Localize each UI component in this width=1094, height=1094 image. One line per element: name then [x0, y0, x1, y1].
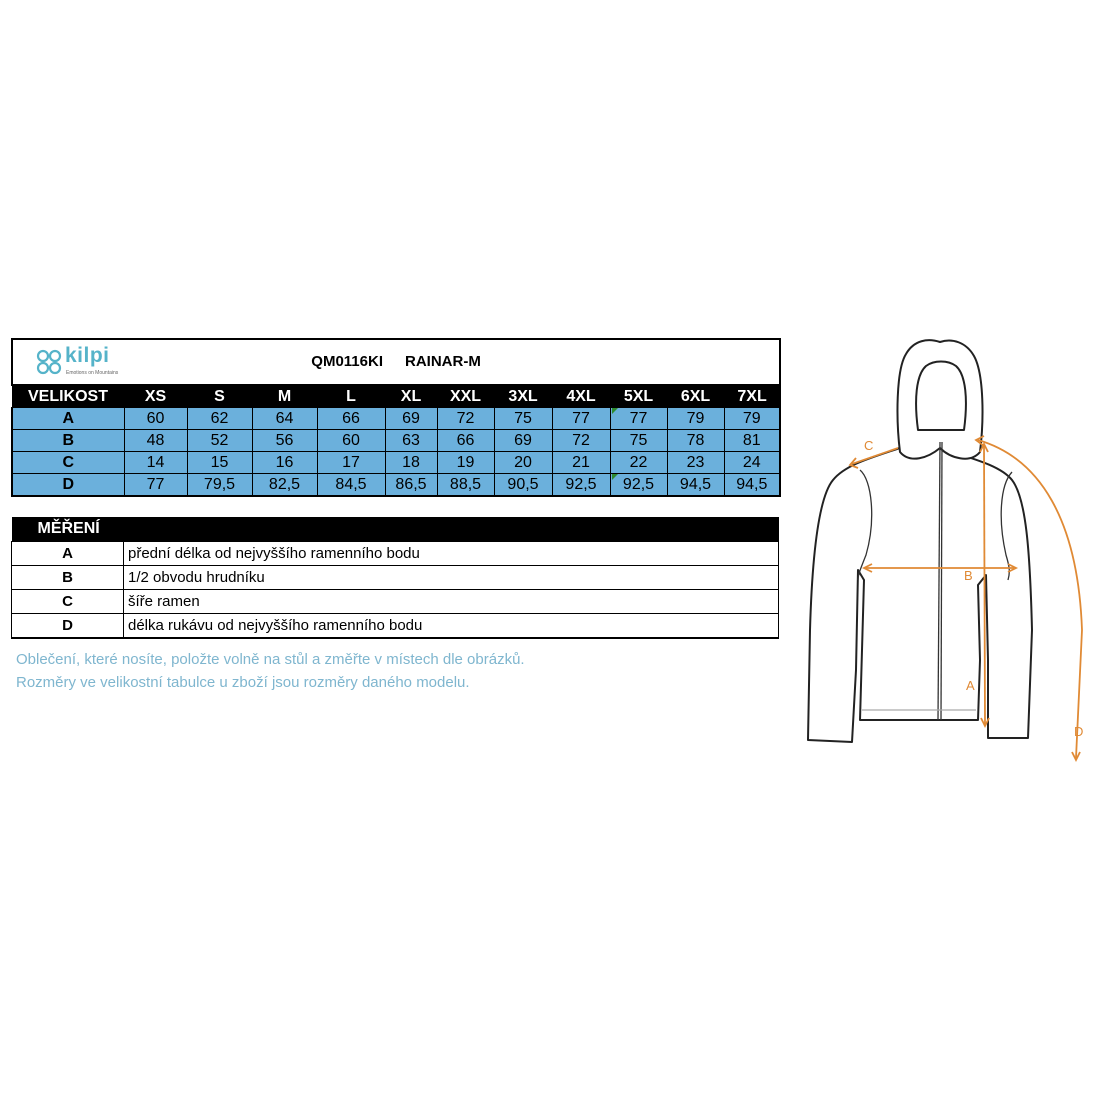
table-cell: 19 [437, 452, 494, 474]
table-cell: 15 [187, 452, 252, 474]
table-cell: 77 [552, 408, 610, 430]
table-cell: 48 [124, 430, 187, 452]
label-a: A [966, 678, 975, 693]
brand-tagline: Emotions on Mountains [66, 370, 119, 376]
table-title-row [12, 339, 780, 385]
size-header-cell: 5XL [610, 385, 667, 408]
table-cell: 72 [552, 430, 610, 452]
table-cell: 77 [124, 474, 187, 497]
cell-value: 92,5 [622, 475, 655, 493]
cell-value: 77 [629, 409, 648, 427]
size-table [11, 338, 781, 497]
comment-marker [612, 474, 618, 480]
note-line: Oblečení, které nosíte, položte volně na stůl a změřte v místech dle obrázků. [16, 651, 525, 668]
table-cell: 23 [667, 452, 724, 474]
product-code: QM0116KI [311, 353, 383, 370]
comment-marker [612, 408, 618, 414]
table-cell: 78 [667, 430, 724, 452]
table-cell: 60 [317, 430, 385, 452]
measurement-header-row [12, 517, 779, 542]
size-header-cell: M [252, 385, 317, 408]
table-cell: 69 [494, 430, 552, 452]
table-row [12, 474, 780, 497]
product-title [13, 353, 779, 370]
table-cell: 22 [610, 452, 667, 474]
size-header-row [12, 385, 780, 408]
table-cell: 92,5 [552, 474, 610, 497]
table-row [12, 408, 780, 430]
table-cell: 63 [385, 430, 437, 452]
jacket-outline [808, 340, 1032, 742]
row-label: C [12, 590, 124, 614]
table-cell: 17 [317, 452, 385, 474]
table-cell: 16 [252, 452, 317, 474]
table-row [12, 590, 779, 614]
label-b: B [964, 568, 973, 583]
row-label: B [12, 430, 124, 452]
size-header-cell: S [187, 385, 252, 408]
label-c: C [864, 438, 874, 453]
table-cell: 86,5 [385, 474, 437, 497]
table-row [12, 452, 780, 474]
size-header-cell: XXL [437, 385, 494, 408]
measurement-table [11, 517, 779, 639]
table-cell: 75 [494, 408, 552, 430]
table-cell: 79,5 [187, 474, 252, 497]
table-cell: 56 [252, 430, 317, 452]
table-row [12, 430, 780, 452]
table-cell: 66 [437, 430, 494, 452]
measurement-description: 1/2 obvodu hrudníku [124, 566, 779, 590]
size-header-cell: 4XL [552, 385, 610, 408]
row-label: B [12, 566, 124, 590]
table-cell: 60 [124, 408, 187, 430]
row-label: C [12, 452, 124, 474]
table-row [12, 542, 779, 566]
measurement-description: délka rukávu od nejvyššího ramenního bodu [124, 614, 779, 639]
table-cell: 90,5 [494, 474, 552, 497]
table-cell: 72 [437, 408, 494, 430]
table-cell: 79 [724, 408, 780, 430]
table-cell: 75 [610, 430, 667, 452]
measurement-description: šíře ramen [124, 590, 779, 614]
note-line: Rozměry ve velikostní tabulce u zboží jsou rozměry daného modelu. [16, 674, 470, 691]
size-header-cell: 7XL [724, 385, 780, 408]
table-cell [610, 474, 667, 497]
table-cell: 20 [494, 452, 552, 474]
table-cell: 52 [187, 430, 252, 452]
row-label: D [12, 614, 124, 639]
measurement-description: přední délka od nejvyššího ramenního bodu [124, 542, 779, 566]
table-cell: 14 [124, 452, 187, 474]
table-row [12, 566, 779, 590]
row-label: D [12, 474, 124, 497]
table-cell: 94,5 [724, 474, 780, 497]
size-header-cell: XL [385, 385, 437, 408]
table-cell: 88,5 [437, 474, 494, 497]
table-cell: 84,5 [317, 474, 385, 497]
jacket-measurement-diagram [800, 330, 1094, 770]
table-cell: 82,5 [252, 474, 317, 497]
measurement-header: MĚŘENÍ [12, 517, 124, 542]
size-header-cell: 6XL [667, 385, 724, 408]
brand-name: kilpi [65, 344, 110, 367]
table-cell: 24 [724, 452, 780, 474]
measurement-header-fill [124, 517, 779, 542]
table-row [12, 614, 779, 639]
table-cell: 66 [317, 408, 385, 430]
table-cell: 21 [552, 452, 610, 474]
size-header-cell: XS [124, 385, 187, 408]
size-header-cell: L [317, 385, 385, 408]
table-cell [610, 408, 667, 430]
table-cell: 18 [385, 452, 437, 474]
table-cell: 69 [385, 408, 437, 430]
table-cell: 64 [252, 408, 317, 430]
size-header-cell: 3XL [494, 385, 552, 408]
size-header-label: VELIKOST [12, 385, 124, 408]
row-label: A [12, 408, 124, 430]
table-cell: 81 [724, 430, 780, 452]
table-cell: 62 [187, 408, 252, 430]
product-name: RAINAR-M [405, 353, 481, 370]
label-d: D [1074, 724, 1084, 739]
row-label: A [12, 542, 124, 566]
table-cell: 94,5 [667, 474, 724, 497]
table-cell: 79 [667, 408, 724, 430]
